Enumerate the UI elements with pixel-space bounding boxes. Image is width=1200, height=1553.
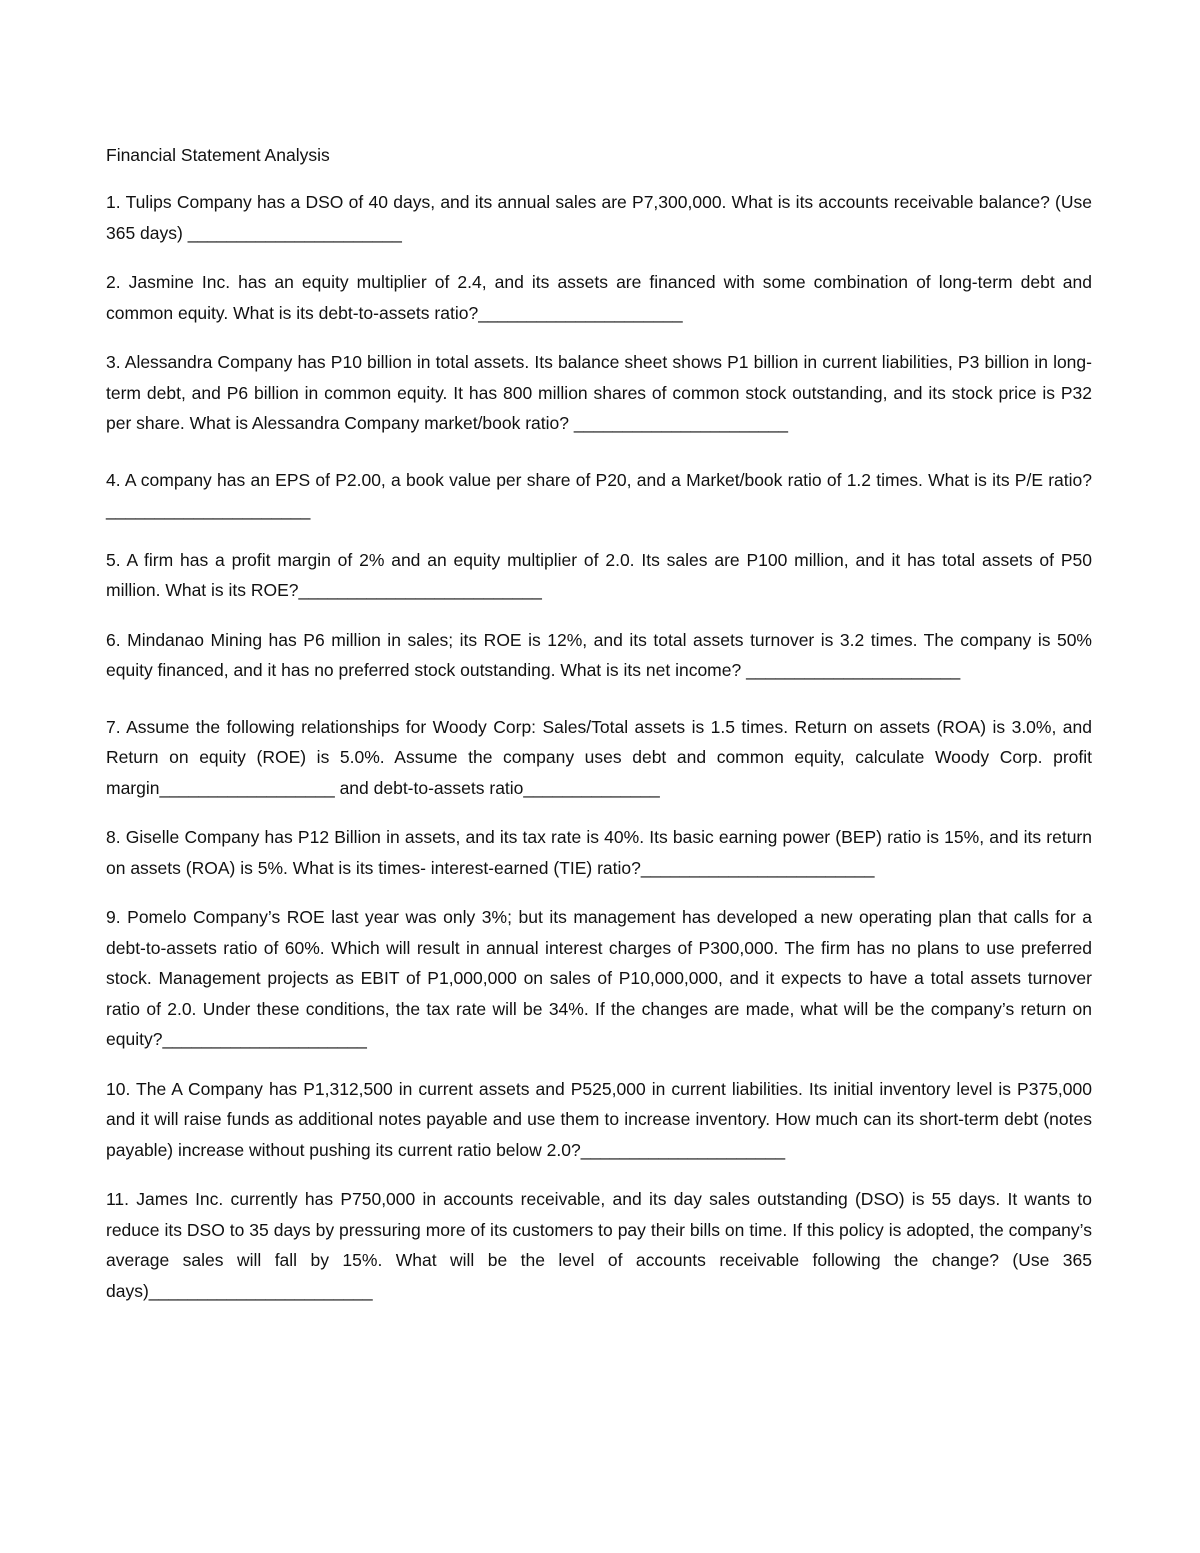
question-8 [106, 822, 1092, 883]
question-4 [106, 465, 1092, 526]
question-text: Giselle Company has P12 Billion in assets, and its tax rate is 40%. Its basic earning power (BEP) ratio is 15%, and its return on assets (ROA) is 5%. What is its times- interest-earned (TIE) ratio? [106, 827, 1092, 878]
debt-to-assets-blank[interactable]: ______________ [523, 777, 660, 798]
question-number: 10. [106, 1078, 131, 1099]
answer-blank[interactable]: _____________________ [580, 1139, 786, 1160]
answer-blank[interactable]: _____________________ [162, 1029, 367, 1049]
question-7 [106, 712, 1092, 804]
answer-blank[interactable]: ______________________ [573, 413, 788, 433]
question-number: 7. [106, 716, 121, 737]
question-1 [106, 187, 1092, 248]
question-2 [106, 267, 1092, 328]
question-text: Tulips Company has a DSO of 40 days, and its annual sales are P7,300,000. What is its accounts receivable balance? (Use 365 days) [106, 192, 1093, 243]
question-number: 2. [106, 272, 121, 292]
question-number: 4. [106, 469, 121, 490]
question-text-continued: and debt-to-assets ratio [334, 777, 524, 798]
answer-blank[interactable]: _______________________ [148, 1280, 373, 1301]
answer-blank[interactable]: _____________________ [106, 500, 311, 520]
question-number: 3. [106, 352, 121, 372]
question-10 [106, 1074, 1092, 1166]
answer-blank[interactable]: ______________________ [746, 660, 961, 680]
question-text: Pomelo Company’s ROE last year was only 3%; but its management has developed a new operating plan that calls for a debt-to-assets ratio of 60%. Which will result in annual interest charges of P300,000. The firm has no plans to use preferred stock. Management projects as EBIT of P1,000,000 on sales of P10,000,000, and it expects to have a total assets turnover ratio of 2.0. Under these conditions, the tax rate will be 34%. If the changes are made, what will be the company’s return on equity? [106, 907, 1092, 1049]
question-number: 6. [106, 629, 121, 650]
question-text: Mindanao Mining has P6 million in sales; its ROE is 12%, and its total assets turnover is 3.2 times. The company is 50% equity financed, and it has no preferred stock outstanding. What is its net income? [106, 629, 1092, 680]
question-11 [106, 1184, 1092, 1306]
answer-blank[interactable]: ______________________ [187, 222, 402, 243]
question-text: James Inc. currently has P750,000 in accounts receivable, and its day sales outstanding (DSO) is 55 days. It wants to reduce its DSO to 35 days by pressuring more of its customers to pay their bills on time. If this policy is adopted, the company’s average sales will fall by 15%. What will be the level of accounts receivable following the change? (Use 365 days) [106, 1189, 1092, 1301]
question-5 [106, 545, 1092, 606]
answer-blank[interactable]: _____________________ [478, 302, 683, 323]
document-title: Financial Statement Analysis [106, 145, 330, 165]
question-text: A company has an EPS of P2.00, a book value per share of P20, and a Market/book ratio of 1.2 times. What is its P/E ratio? [124, 469, 1092, 490]
question-number: 5. [106, 549, 121, 570]
profit-margin-blank[interactable]: __________________ [159, 777, 335, 798]
question-number: 1. [106, 192, 121, 212]
question-3 [106, 347, 1092, 439]
document-page [106, 140, 1092, 1325]
answer-blank[interactable]: ________________________ [640, 857, 875, 878]
question-text: Assume the following relationships for Woody Corp: Sales/Total assets is 1.5 times. Return on assets (ROA) is 3.0%, and Return on equity (ROE) is 5.0%. Assume the company uses debt and common equity, calculate Woody Corp. profit margin [106, 716, 1092, 798]
question-number: 8. [106, 827, 121, 847]
answer-blank[interactable]: _________________________ [298, 580, 542, 600]
question-number: 11. [106, 1189, 130, 1209]
question-text: Alessandra Company has P10 billion in total assets. Its balance sheet shows P1 billion in current liabilities, P3 billion in long-term debt, and P6 billion in common equity. It has 800 million shares of common stock outstanding, and its stock price is P32 per share. What is Alessandra Company market/book ratio? [106, 352, 1092, 433]
question-text: Jasmine Inc. has an equity multiplier of 2.4, and its assets are financed with some combination of long-term debt and common equity. What is its debt-to-assets ratio? [106, 272, 1092, 323]
question-6 [106, 625, 1092, 686]
question-text: The A Company has P1,312,500 in current assets and P525,000 in current liabilities. Its initial inventory level is P375,000 and it will raise funds as additional notes payable and use them to increase inventory. How much can its short-term debt (notes payable) increase without pushing its current ratio below 2.0? [106, 1078, 1092, 1160]
question-text: A firm has a profit margin of 2% and an equity multiplier of 2.0. Its sales are P100 million, and it has total assets of P50 million. What is its ROE? [106, 549, 1092, 600]
question-9 [106, 902, 1092, 1055]
question-number: 9. [106, 907, 121, 927]
